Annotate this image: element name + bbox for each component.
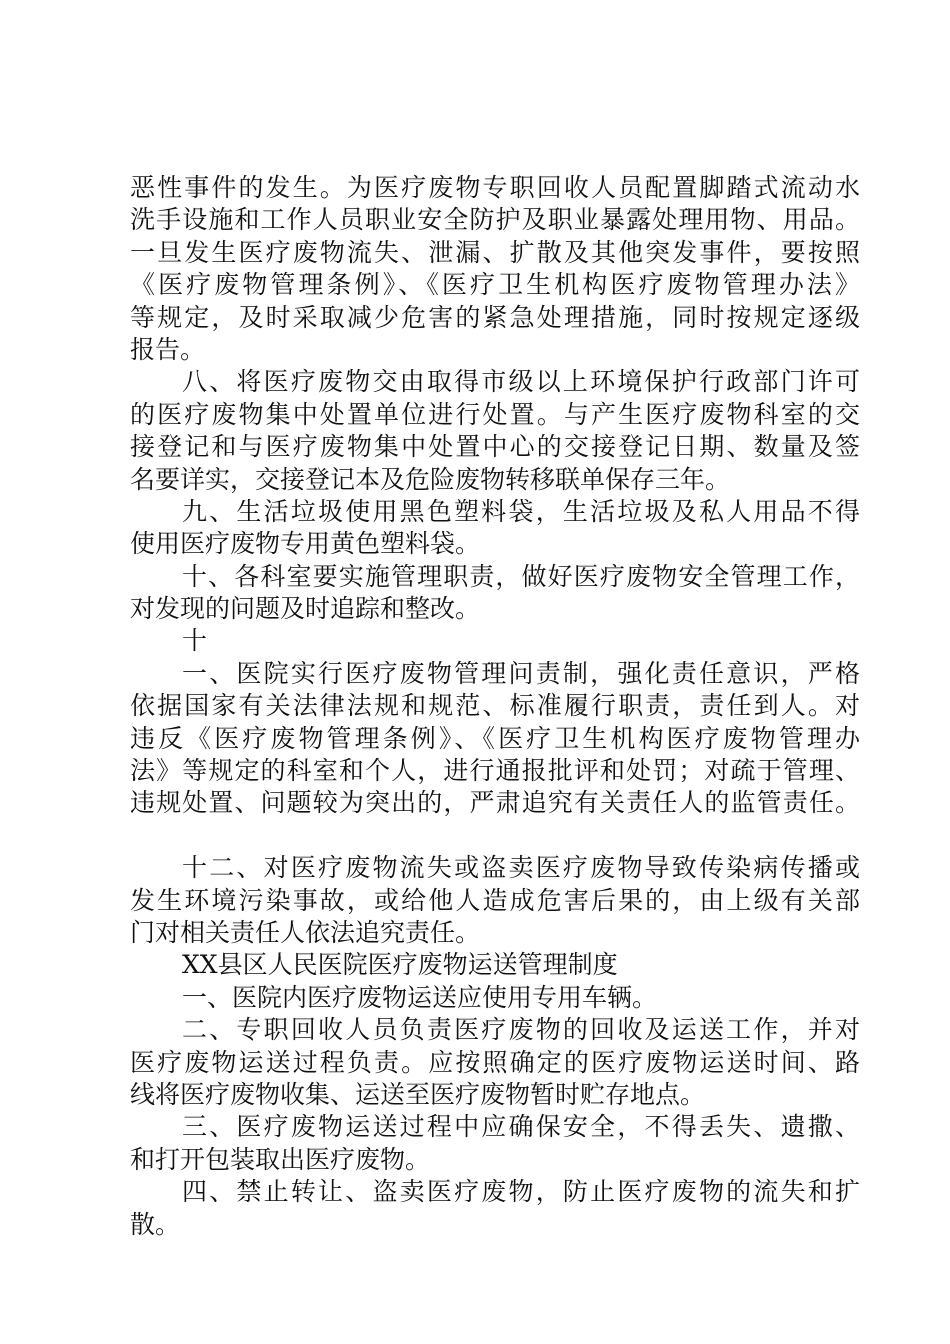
text-line: 名要详实，交接登记本及危险废物转移联单保存三年。 <box>130 464 731 494</box>
text-line: 和打开包装取出医疗废物。 <box>130 1144 431 1174</box>
text-line: 发生环境污染事故，或给他人造成危害后果的，由上级有关部 <box>130 885 860 915</box>
text-line: 等规定，及时采取减少危害的紧急处理措施，同时按规定逐级 <box>130 302 860 332</box>
paragraph-first-line: 一、医院实行医疗废物管理问责制，强化责任意识，严格 <box>182 658 860 688</box>
paragraph-first-line: 十二、对医疗废物流失或盗卖医疗废物导致传染病传播或 <box>182 853 860 883</box>
text-line: 依据国家有关法律法规和规范、标准履行职责，责任到人。对 <box>130 691 860 721</box>
blank-line <box>130 820 860 852</box>
paragraph-first-line: 九、生活垃圾使用黑色塑料袋，生活垃圾及私人用品不得 <box>182 496 860 526</box>
text-line: 的医疗废物集中处置单位进行处置。与产生医疗废物科室的交 <box>130 399 860 429</box>
paragraph-first-line: 十、各科室要实施管理职责，做好医疗废物安全管理工作， <box>182 561 860 591</box>
text-line: 违规处置、问题较为突出的，严肃追究有关责任人的监管责任。 <box>130 788 860 818</box>
document-body <box>130 172 860 1241</box>
text-line: 医疗废物运送过程负责。应按照确定的医疗废物运送时间、路 <box>130 1047 860 1077</box>
text-line: 线将医疗废物收集、运送至医疗废物暂时贮存地点。 <box>130 1079 706 1109</box>
text-line: 散。 <box>130 1209 181 1239</box>
paragraph-first-line: 四、禁止转让、盗卖医疗废物，防止医疗废物的流失和扩 <box>182 1177 860 1207</box>
text-line: 报告。 <box>130 334 206 364</box>
text-line: 违反《医疗废物管理条例》、《医疗卫生机构医疗废物管理办 <box>130 723 860 753</box>
text-line: 法》等规定的科室和个人，进行通报批评和处罚；对疏于管理、 <box>130 756 860 786</box>
section-title: XX县区人民医院医疗废物运送管理制度 <box>182 950 618 980</box>
paragraph-first-line: 三、医疗废物运送过程中应确保安全，不得丢失、遗撒、 <box>182 1112 860 1142</box>
paragraph-first-line: 八、将医疗废物交由取得市级以上环境保护行政部门许可 <box>182 367 860 397</box>
text-line: 门对相关责任人依法追究责任。 <box>130 917 481 947</box>
text-line: 一旦发生医疗废物流失、泄漏、扩散及其他突发事件，要按照 <box>130 237 860 267</box>
text-line: 对发现的问题及时追踪和整改。 <box>130 594 481 624</box>
text-line: 《医疗废物管理条例》、《医疗卫生机构医疗废物管理办法》 <box>130 270 860 300</box>
text-line: 洗手设施和工作人员职业安全防护及职业暴露处理用物、用品。 <box>130 205 860 235</box>
paragraph-first-line: 十 <box>182 626 208 656</box>
text-line: 使用医疗废物专用黄色塑料袋。 <box>130 529 481 559</box>
paragraph-first-line: 一、医院内医疗废物运送应使用专用车辆。 <box>182 982 658 1012</box>
text-line: 恶性事件的发生。为医疗废物专职回收人员配置脚踏式流动水 <box>130 173 860 202</box>
paragraph-first-line: 二、专职回收人员负责医疗废物的回收及运送工作，并对 <box>182 1015 860 1045</box>
text-line: 接登记和与医疗废物集中处置中心的交接登记日期、数量及签 <box>130 432 860 462</box>
